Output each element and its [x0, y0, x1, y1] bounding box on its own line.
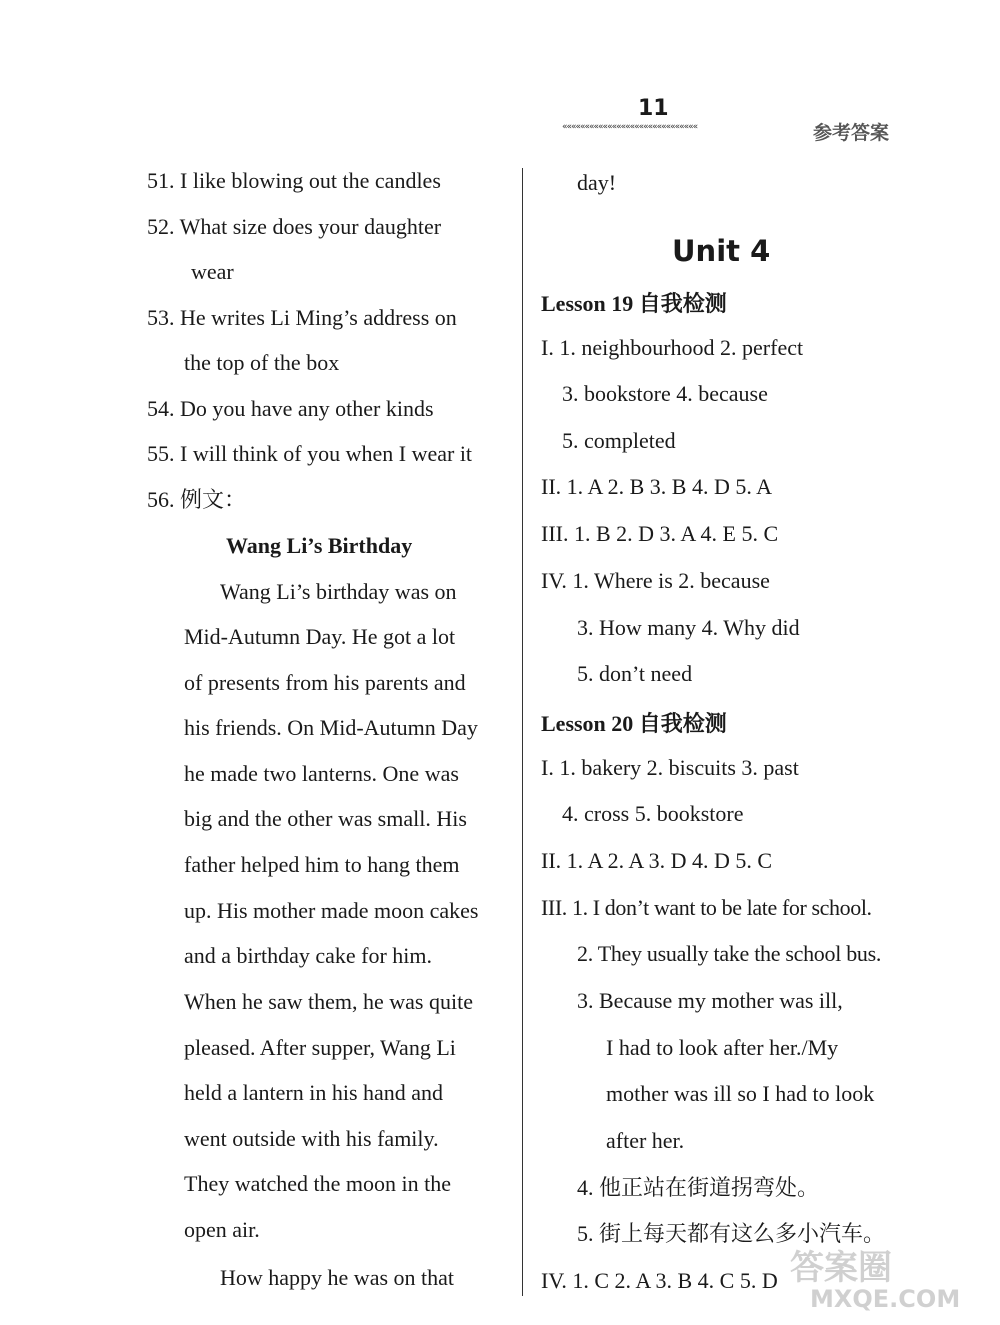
l19-section-1-line2: 3. bookstore 4. because — [562, 381, 768, 406]
answer-55: 55. I will think of you when I wear it — [147, 441, 473, 466]
watermark-url: MXQE.COM — [810, 1285, 961, 1313]
essay-line: up. His mother made moon cakes — [184, 898, 479, 923]
essay-line: and a birthday cake for him. — [184, 943, 433, 968]
l20-section-3-line1: III. 1. I don’t want to be late for school. — [541, 895, 872, 920]
watermark-logo: 答案圈 — [790, 1248, 892, 1288]
answer-52-line2: wear — [191, 259, 234, 284]
essay-line: How happy he was on that — [220, 1265, 455, 1290]
answer-53-line1: 53. He writes Li Ming’s address on — [147, 305, 457, 330]
l20-section-1-line2: 4. cross 5. bookstore — [562, 801, 744, 826]
answer-56: 56. 例文： — [147, 487, 247, 512]
essay-line: pleased. After supper, Wang Li — [184, 1035, 456, 1060]
answer-54: 54. Do you have any other kinds — [147, 396, 434, 421]
l19-section-4-line1: IV. 1. Where is 2. because — [541, 568, 770, 593]
header-label: 参考答案 — [813, 122, 890, 144]
essay-line: They watched the moon in the — [184, 1171, 451, 1196]
l19-section-3: III. 1. B 2. D 3. A 4. E 5. C — [541, 521, 779, 546]
l19-section-2: II. 1. A 2. B 3. B 4. D 5. A — [541, 474, 773, 499]
l19-section-4-line3: 5. don’t need — [577, 661, 693, 686]
l20-section-3-line8: 5. 街上每天都有这么多小汽车。 — [577, 1221, 886, 1246]
lesson-19-heading: Lesson 19 自我检测 — [541, 291, 727, 316]
essay-line: Mid-Autumn Day. He got a lot — [184, 624, 456, 649]
essay-line: father helped him to hang them — [184, 852, 460, 877]
l20-section-3-line7: 4. 他正站在街道拐弯处。 — [577, 1175, 820, 1200]
l19-section-1-line3: 5. completed — [562, 428, 676, 453]
l20-section-3-line3: 3. Because my mother was ill, — [577, 988, 843, 1013]
essay-line: big and the other was small. His — [184, 806, 467, 831]
essay-line: went outside with his family. — [184, 1126, 439, 1151]
l19-section-4-line2: 3. How many 4. Why did — [577, 615, 800, 640]
l20-section-3-line4: I had to look after her./My — [606, 1035, 839, 1060]
page-number: 11 — [638, 96, 669, 121]
l20-section-1-line1: I. 1. bakery 2. biscuits 3. past — [541, 755, 799, 780]
header-chevrons: «««««««««««««««««««««««««««««« — [562, 122, 698, 132]
lesson-20-heading: Lesson 20 自我检测 — [541, 711, 727, 736]
essay-line: of presents from his parents and — [184, 670, 466, 695]
l19-section-1-line1: I. 1. neighbourhood 2. perfect — [541, 335, 804, 360]
essay-line: his friends. On Mid-Autumn Day — [184, 715, 478, 740]
essay-line: open air. — [184, 1217, 260, 1242]
l20-section-3-line5: mother was ill so I had to look — [606, 1081, 875, 1106]
essay-title: Wang Li’s Birthday — [226, 533, 413, 558]
essay-continuation: day! — [577, 170, 617, 195]
l20-section-3-line2: 2. They usually take the school bus. — [577, 941, 882, 966]
essay-line: he made two lanterns. One was — [184, 761, 459, 786]
column-divider — [522, 168, 523, 1296]
l20-section-2: II. 1. A 2. A 3. D 4. D 5. C — [541, 848, 773, 873]
answer-52-line1: 52. What size does your daughter — [147, 214, 442, 239]
essay-line: Wang Li’s birthday was on — [220, 579, 457, 604]
answer-51: 51. I like blowing out the candles — [147, 168, 441, 193]
l20-section-3-line6: after her. — [606, 1128, 685, 1153]
essay-line: When he saw them, he was quite — [184, 989, 473, 1014]
unit-title: Unit 4 — [672, 234, 771, 268]
essay-line: held a lantern in his hand and — [184, 1080, 444, 1105]
l20-section-4: IV. 1. C 2. A 3. B 4. C 5. D — [541, 1268, 778, 1293]
answer-53-line2: the top of the box — [184, 350, 340, 375]
